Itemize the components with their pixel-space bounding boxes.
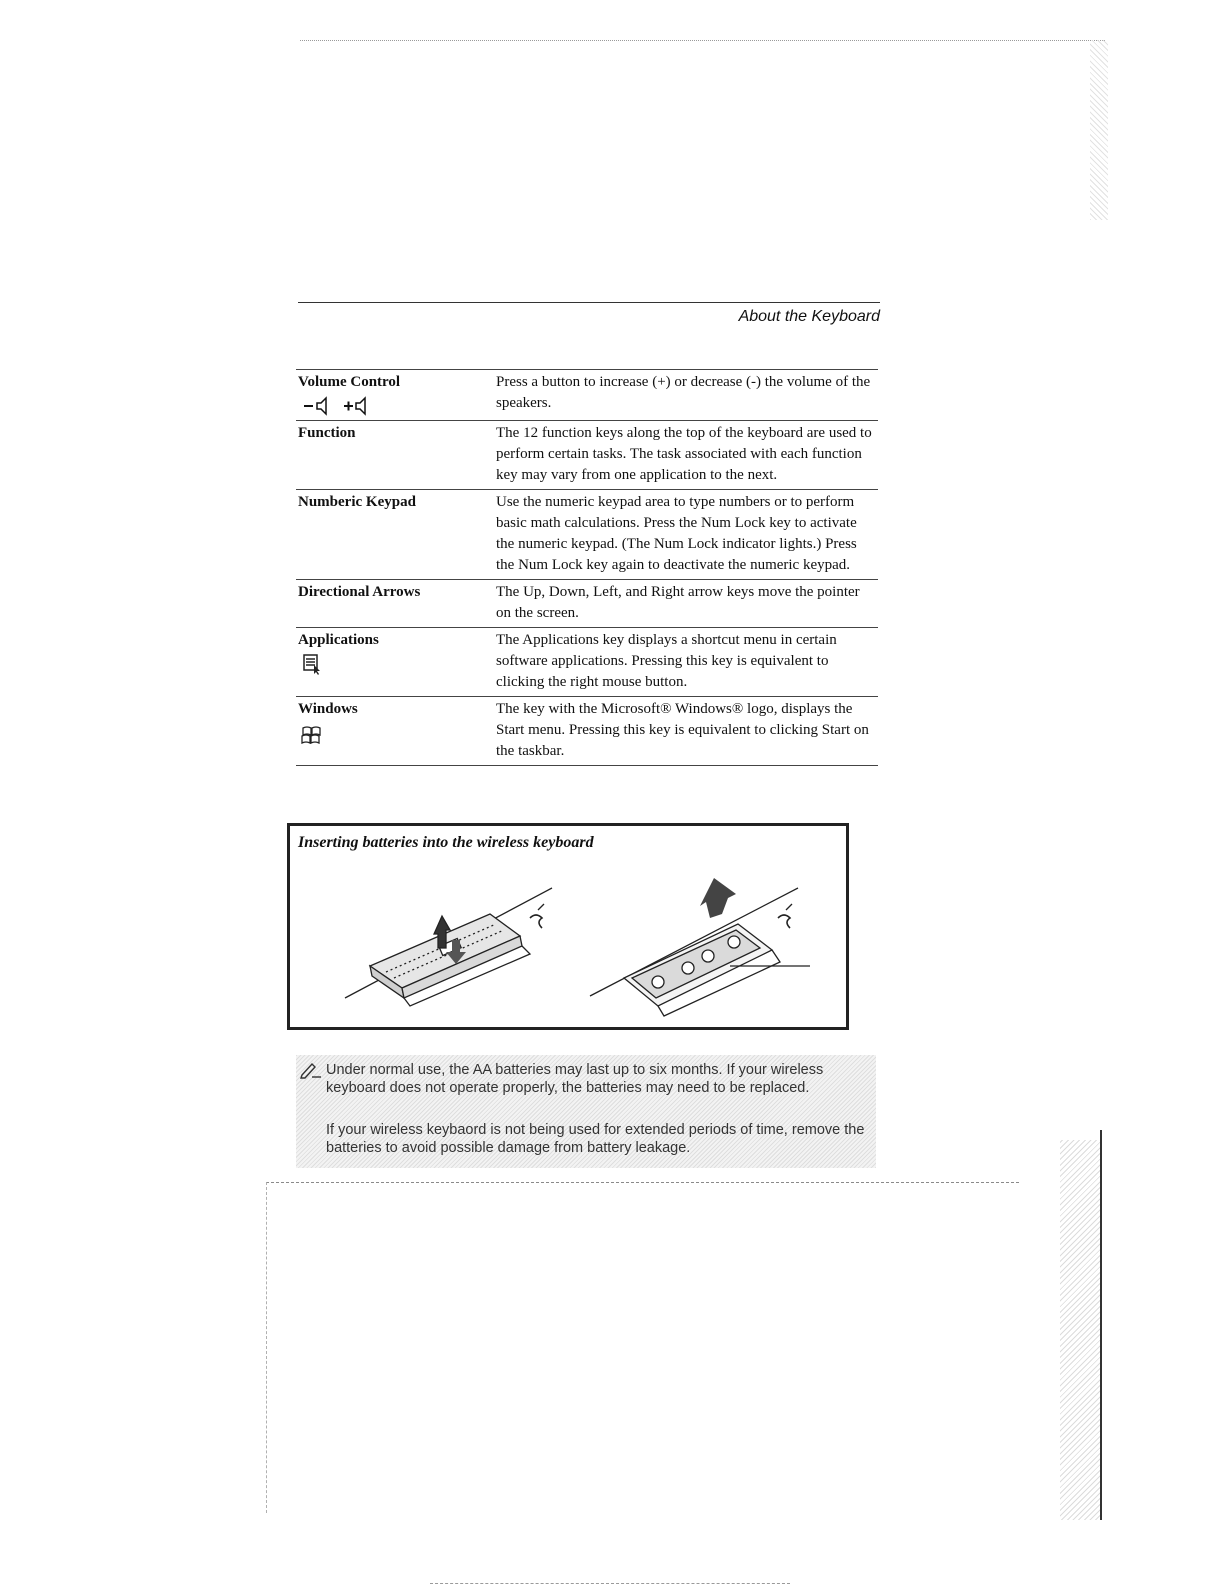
table-row — [296, 421, 878, 490]
scan-artifact-right-bottom — [1060, 1140, 1102, 1520]
windows-logo-icon — [298, 722, 328, 748]
running-head: About the Keyboard — [738, 308, 880, 325]
key-term: Windows — [298, 701, 358, 717]
batteries-in-compartment-illustration — [590, 878, 810, 1016]
key-description: The key with the Microsoft® Windows® logo, displays the Start menu. Pressing this key is equivalent to clicking Start on the taskbar. — [496, 701, 869, 759]
battery-figure — [287, 823, 849, 1030]
note-paragraph: Under normal use, the AA batteries may last up to six months. If your wireless keyboard does not operate properly, the batteries may need to be replaced. — [326, 1062, 824, 1096]
table-row — [296, 490, 878, 580]
scan-artifact-lower-page — [266, 1182, 1019, 1513]
note-panel — [296, 1055, 876, 1168]
key-description: The Up, Down, Left, and Right arrow keys move the pointer on the screen. — [496, 584, 860, 621]
key-description: The 12 function keys along the top of the keyboard are used to perform certain tasks. The task associated with each function key may vary from one application to the next. — [496, 425, 872, 483]
key-term: Function — [298, 425, 356, 441]
scan-artifact-top — [300, 40, 1105, 41]
key-term: Applications — [298, 632, 379, 648]
volume-down-icon — [298, 395, 408, 417]
scan-artifact-bottom — [430, 1583, 790, 1584]
table-row — [296, 580, 878, 628]
table-row — [296, 370, 878, 421]
figure-title: Inserting batteries into the wireless keyboard — [298, 834, 594, 851]
applications-key-icon — [298, 653, 328, 675]
key-description: The Applications key displays a shortcut menu in certain software applications. Pressing this key is equivalent to clicking the right mouse button. — [496, 632, 837, 690]
volume-up-icon — [344, 398, 365, 414]
key-term: Volume Control — [298, 374, 401, 390]
table-row — [296, 628, 878, 697]
key-description: Use the numeric keypad area to type numbers or to perform basic math calculations. Press the Num Lock key to activate the numeric keypad. (The Num Lock indicator lights.) Press the Num Lock key again to deactivate the numeric keypad. — [496, 494, 857, 573]
header-rule — [298, 302, 880, 303]
note-paragraph: If your wireless keybaord is not being used for extended periods of time, remove the batteries to avoid possible damage from battery leakage. — [326, 1122, 865, 1156]
battery-cover-removal-illustration — [345, 888, 552, 1006]
scan-artifact-right-top — [1090, 40, 1108, 220]
table-row — [296, 697, 878, 766]
note-pencil-icon — [300, 1061, 322, 1079]
key-description: Press a button to increase (+) or decrease (-) the volume of the speakers. — [496, 374, 871, 411]
volume-icons — [298, 395, 490, 417]
scan-artifact-page-edge — [1100, 1130, 1102, 1520]
key-term: Directional Arrows — [298, 584, 421, 600]
key-description-table — [296, 369, 878, 766]
key-term: Numberic Keypad — [298, 494, 416, 510]
battery-insertion-illustration — [290, 866, 846, 1026]
